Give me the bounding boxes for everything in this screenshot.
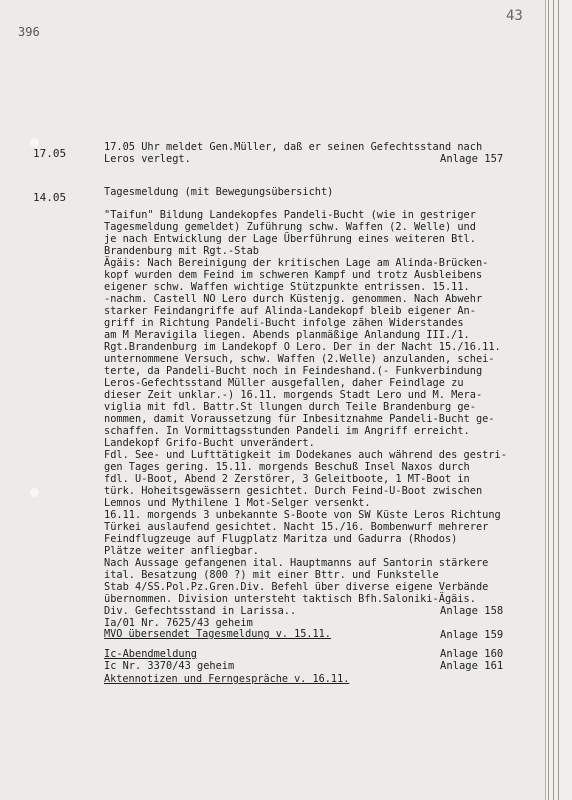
anlage-ref: Anlage 159 [440,629,504,641]
reference-line: Ia/01 Nr. 7625/43 geheim [104,617,253,629]
text-line: schaffen. In Vormittagsstunden Pandeli im Angriff erreicht. [104,425,470,437]
text-line: unternommene Versuch, schw. Waffen (2.Welle) anzulanden, schei- [104,353,495,365]
text-line: "Taifun" Bildung Landekopfes Pandeli-Bucht (wie in gestriger [104,209,476,221]
text-line: übernommen. Division untersteht taktisch Bfh.Saloniki-Ägäis. [104,593,476,605]
text-line: Lemnos und Mythilene 1 Mot-Selger versenkt. [104,497,371,509]
text-line: türk. Hoheitsgewässern gesichtet. Durch Feind-U-Boot zwischen [104,485,483,497]
text-line: Nach Aussage gefangenen ital. Hauptmanns auf Santorin stärkere [104,557,489,569]
text-line: Landekopf Grifo-Bucht unverändert. [104,437,315,449]
text-line: dieser Zeit unklar.-) 16.11. morgends Stadt Lero und M. Mera- [104,389,483,401]
text-line: am M Meravigila liegen. Abends planmäßige Anlandung III./1. [104,329,470,341]
text-line: eigener schw. Waffen wichtige Stützpunkte entrissen. 15.11. [104,281,470,293]
entry-date: 14.05 [33,191,67,204]
text-line: Tagesmeldung gemeldet) Zuführung schw. Waffen (2. Welle) und [104,221,476,233]
anlage-ref: Anlage 160 [440,648,504,660]
entry-text: Aktennotizen und Ferngespräche v. 16.11. [104,674,350,685]
anlage-ref: Anlage 161 [440,660,504,672]
text-line: fdl. U-Boot, Abend 2 Zerstörer, 3 Geleitboote, 1 MT-Boot in [104,473,470,485]
section-heading: Tagesmeldung (mit Bewegungsübersicht) [104,186,334,198]
anlage-ref: Anlage 157 [440,153,504,165]
entry-text: MVO übersendet Tagesmeldung v. 15.11. [104,629,331,640]
punch-hole [30,488,39,497]
text-line: nommen, damit Voraussetzung für Inbesitznahme Pandeli-Bucht ge- [104,413,495,425]
reference-line: Ic Nr. 3370/43 geheim [104,660,235,672]
text-line: starker Feindangriffe auf Alinda-Landekopf bleib eigener An- [104,305,476,317]
text-line: Stab 4/SS.Pol.Pz.Gren.Div. Befehl über diverse eigene Verbände [104,581,489,593]
text-line: Rgt.Brandenburg im Landekopf O Lero. Der in der Nacht 15./16.11. [104,341,501,353]
text-line: gen Tages gering. 15.11. morgends Beschuß Insel Naxos durch [104,461,470,473]
text-line: viglia mit fdl. Battr.St llungen durch Teile Brandenburg ge- [104,401,476,413]
entry-date: 17.05 [33,147,67,160]
text-line: Leros verlegt. [104,153,191,165]
page-edge [548,0,549,800]
page-number-left: 396 [18,25,40,39]
anlage-ref: Anlage 158 [440,605,504,617]
text-line: terte, da Pandeli-Bucht noch in Feindeshand.(- Funkverbindung [104,365,483,377]
page-edge [553,0,554,800]
text-line: Div. Gefechtsstand in Larissa.. [104,605,297,617]
text-line: griff in Richtung Pandeli-Bucht infolge zähen Widerstandes [104,317,464,329]
text-line: Plätze weiter anfliegbar. [104,545,259,557]
text-line: je nach Entwicklung der Lage Überführung eines weiteren Btl. [104,233,476,245]
text-line: -nachm. Castell NO Lero durch Küstenjg. genommen. Nach Abwehr [104,293,483,305]
text-line: Ägäis: Nach Bereinigung der kritischen Lage am Alinda-Brücken- [104,257,489,269]
text-line: Türkei auslaufend gesichtet. Nacht 15./16. Bombenwurf mehrerer [104,521,489,533]
text-line: 17.05 Uhr meldet Gen.Müller, daß er seinen Gefechtsstand nach [104,141,483,153]
text-line: Feindflugzeuge auf Flugplatz Maritza und Gadurra (Rhodos) [104,533,458,545]
page-number-right: 43 [506,8,523,24]
text-line: ital. Besatzung (800 ?) mit einer Bttr. und Funkstelle [104,569,439,581]
entry-text: Ic-Abendmeldung [104,648,197,660]
text-line: kopf wurden dem Feind im schweren Kampf und trotz Ausbleibens [104,269,483,281]
text-line: Brandenburg mit Rgt.-Stab [104,245,259,257]
punch-hole [30,138,39,147]
page-edge [558,0,559,800]
text-line: Leros-Gefechtsstand Müller ausgefallen, daher Feindlage zu [104,377,464,389]
text-line: Fdl. See- und Lufttätigkeit im Dodekanes auch während des gestri- [104,449,507,461]
text-line: 16.11. morgends 3 unbekannte S-Boote von SW Küste Leros Richtung [104,509,501,521]
